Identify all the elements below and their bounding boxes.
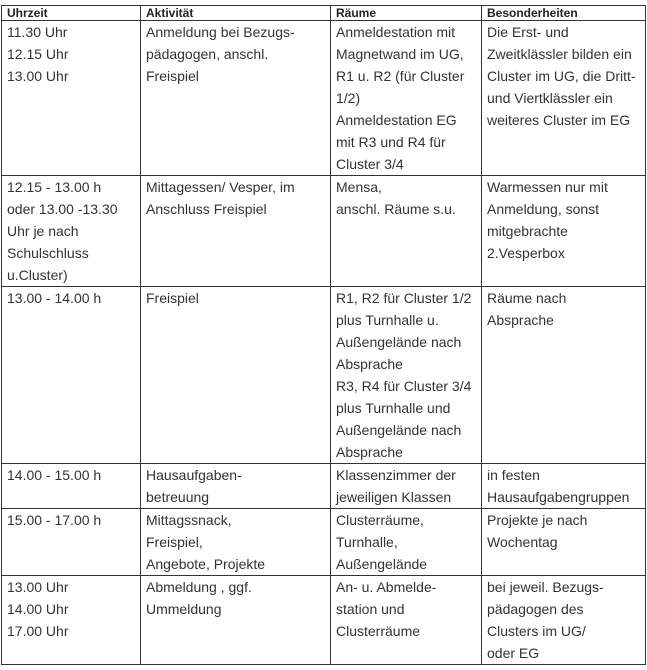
cell-text-line: 15.00 - 17.00 h (7, 512, 102, 528)
cell-text-line: Hausaufgabengruppen (487, 489, 630, 505)
cell-text-line: 14.00 - 15.00 h (7, 467, 102, 483)
cell-text-line: Angebote, Projekte (146, 556, 266, 572)
cell-text-line: station und (336, 601, 405, 617)
cell-uhrzeit (2, 287, 141, 464)
cell-text-line: betreuung (146, 489, 210, 505)
header-uhrzeit: Uhrzeit (2, 6, 141, 21)
cell-text-line: Wochentag (487, 534, 558, 550)
cell-text-line: mit R3 und R4 für (336, 134, 446, 150)
cell-text-line: Außengelände nach (336, 422, 462, 438)
cell-text-line: Räume nach (487, 290, 567, 306)
cell-text-line: Ummeldung (146, 601, 222, 617)
table-row (2, 464, 646, 509)
cell-aktivitaet (141, 464, 331, 509)
header-aktivitaet: Aktivität (141, 6, 331, 21)
cell-text-line: Clusterräume (336, 623, 421, 639)
cell-besonderheiten (482, 576, 646, 665)
cell-raeume (331, 576, 482, 665)
cell-text-line: 12.15 - 13.00 h (7, 179, 102, 195)
cell-text-line: Mensa, (336, 179, 382, 195)
table-header-row (2, 6, 646, 21)
cell-besonderheiten (482, 176, 646, 287)
table-row (2, 176, 646, 287)
cell-uhrzeit (2, 509, 141, 576)
cell-text-line: weiteres Cluster im EG (487, 112, 631, 128)
cell-text-line: Uhr je nach (7, 223, 79, 239)
cell-text-line: Cluster im UG, die Dritt- (487, 68, 636, 84)
cell-text-line: R3, R4 für Cluster 3/4 (336, 378, 472, 394)
cell-text-line: oder 13.00 -13.30 (7, 201, 118, 217)
cutoff-text-above (0, 0, 647, 2)
cell-text-line: Magnetwand im UG, (336, 46, 464, 62)
cell-besonderheiten (482, 464, 646, 509)
cell-text-line: 2.Vesperbox (487, 245, 565, 261)
cell-text-line: Schulschluss (7, 245, 89, 261)
cell-text-line: oder EG (487, 645, 540, 661)
cell-text-line: Zweitklässler bilden ein (487, 46, 632, 62)
cell-raeume (331, 21, 482, 176)
cell-text-line: plus Turnhalle u. (336, 312, 439, 328)
cell-text-line: 13.00 - 14.00 h (7, 290, 102, 306)
cell-text-line: pädagogen, anschl. (146, 46, 269, 62)
cell-text-line: Anmeldung bei Bezugs- (146, 24, 295, 40)
cell-aktivitaet (141, 287, 331, 464)
cell-text-line: Clusters im UG/ (487, 623, 586, 639)
cell-text-line: Absprache (336, 444, 403, 460)
cell-text-line: plus Turnhalle und (336, 400, 451, 416)
cell-text-line: pädagogen des (487, 601, 584, 617)
cell-text-line: Clusterräume, (336, 512, 424, 528)
cell-raeume (331, 176, 482, 287)
cell-text-line: Anschluss Freispiel (146, 201, 267, 217)
cell-besonderheiten (482, 509, 646, 576)
cell-text-line: Freispiel, (146, 534, 203, 550)
cell-aktivitaet (141, 21, 331, 176)
cell-text-line: Hausaufgaben- (146, 467, 242, 483)
cell-text-line: Anmeldestation mit (336, 24, 456, 40)
table-row (2, 21, 646, 176)
cell-text-line: Klassenzimmer der (336, 467, 456, 483)
cell-text-line: Freispiel (146, 68, 199, 84)
cell-text-line: Freispiel (146, 290, 199, 306)
cell-uhrzeit (2, 176, 141, 287)
table-row (2, 287, 646, 464)
cell-raeume (331, 464, 482, 509)
cell-text-line: Absprache (336, 356, 403, 372)
cell-text-line: mitgebrachte (487, 223, 568, 239)
cell-aktivitaet (141, 576, 331, 665)
schedule-table (1, 5, 646, 665)
cell-aktivitaet (141, 176, 331, 287)
cell-text-line: Anmeldung, sonst (487, 201, 600, 217)
cell-uhrzeit (2, 21, 141, 176)
cell-text-line: 11.30 Uhr (7, 24, 68, 40)
cell-text-line: Mittagssnack, (146, 512, 232, 528)
cell-text-line: anschl. Räume s.u. (336, 201, 456, 217)
cell-text-line: R1 u. R2 (für Cluster (336, 68, 465, 84)
cell-text-line: 17.00 Uhr (7, 623, 69, 639)
cell-text-line: Abmeldung , ggf. (146, 579, 252, 595)
header-besonderheiten: Besonderheiten (482, 6, 646, 21)
cell-text-line: und Viertklässler ein (487, 90, 613, 106)
cell-text-line: 13.00 Uhr (7, 68, 69, 84)
cell-text-line: Projekte je nach (487, 512, 588, 528)
cell-text-line: Außengelände (336, 556, 428, 572)
cell-text-line: jeweiligen Klassen (336, 489, 452, 505)
cell-text-line: bei jeweil. Bezugs- (487, 579, 604, 595)
cell-text-line: 1/2) (336, 90, 361, 106)
cell-text-line: An- u. Abmelde- (336, 579, 437, 595)
table-row (2, 576, 646, 665)
cell-uhrzeit (2, 576, 141, 665)
cell-raeume (331, 509, 482, 576)
cell-text-line: 12.15 Uhr (7, 46, 69, 62)
cell-text-line: Turnhalle, (336, 534, 398, 550)
table-row (2, 509, 646, 576)
cell-uhrzeit (2, 464, 141, 509)
cell-text-line: Cluster 3/4 (336, 156, 404, 172)
cell-text-line: Anmeldestation EG (336, 112, 457, 128)
cell-text-line: 13.00 Uhr (7, 579, 69, 595)
cell-aktivitaet (141, 509, 331, 576)
cell-text-line: u.Cluster) (7, 267, 68, 283)
cell-text-line: Außengelände nach (336, 334, 462, 350)
cell-text-line: Die Erst- und (487, 24, 569, 40)
cell-raeume (331, 287, 482, 464)
cell-text-line: Mittagessen/ Vesper, im (146, 179, 295, 195)
header-raeume: Räume (331, 6, 482, 21)
cell-text-line: R1, R2 für Cluster 1/2 (336, 290, 472, 306)
cell-text-line: in festen (487, 467, 540, 483)
cell-besonderheiten (482, 21, 646, 176)
cell-text-line: Absprache (487, 312, 554, 328)
cell-text-line: 14.00 Uhr (7, 601, 69, 617)
cell-text-line: Warmessen nur mit (487, 179, 608, 195)
cell-besonderheiten (482, 287, 646, 464)
